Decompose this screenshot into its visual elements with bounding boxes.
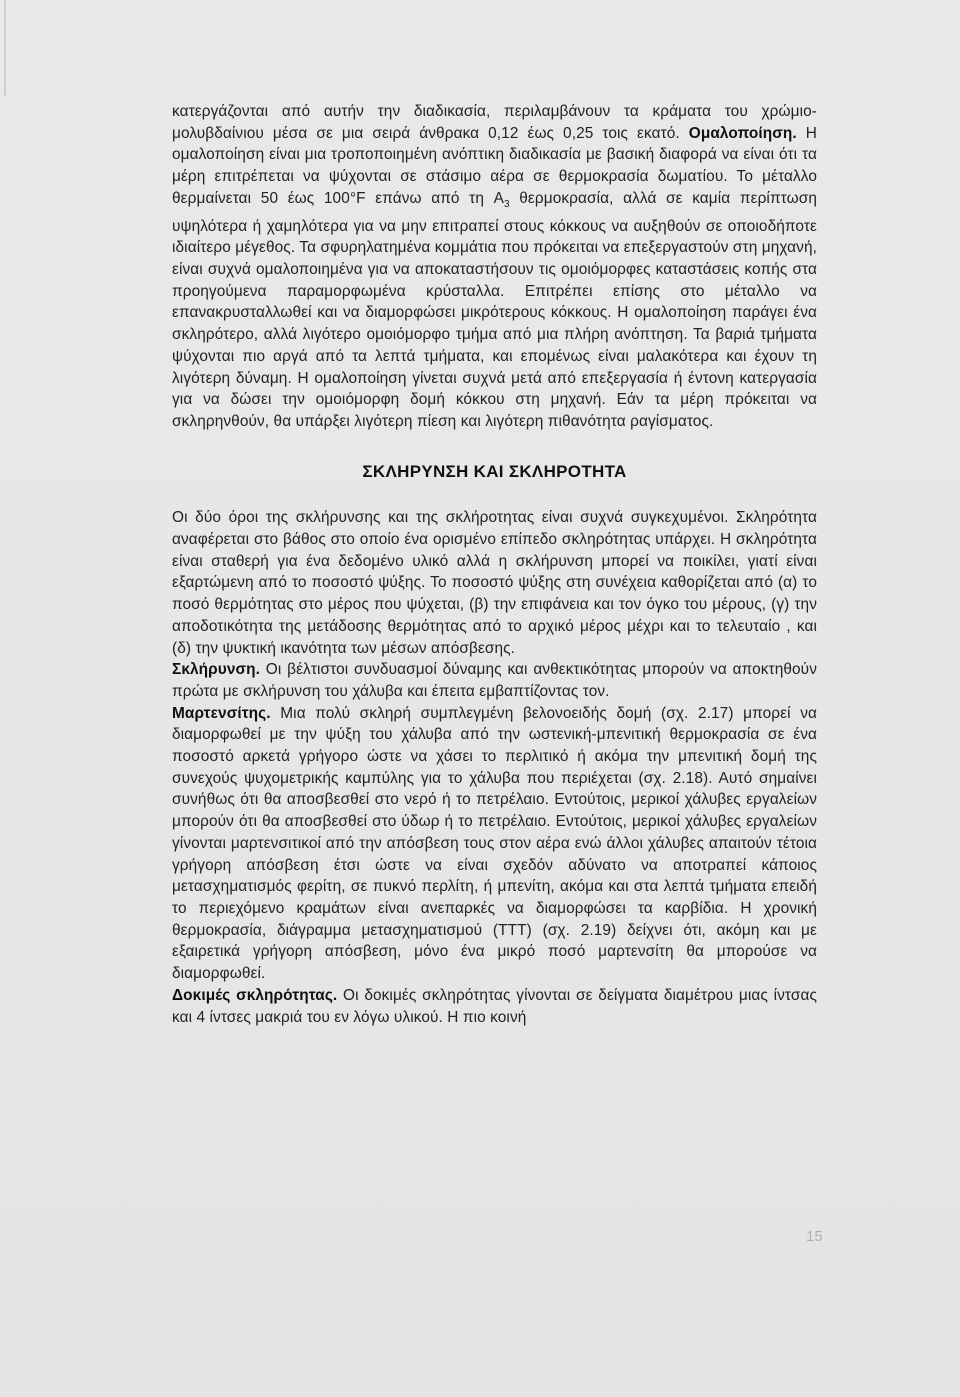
paragraph-text: Οι δοκιμές σκληρότητας γίνονται σε δείγματα διαμέτρου μιας ίντσας και 4 ίντσες μακριά του εν λόγω υλικού. Η πιο κοινή — [172, 986, 817, 1026]
scan-edge-line — [4, 0, 6, 96]
page-number: 15 — [806, 1228, 823, 1245]
term-hardening: Σκλήρυνση. — [172, 661, 261, 679]
paragraph-text: Μια πολύ σκληρή συμπλεγμένη βελονοειδής δομή (σχ. 2.17) μπορεί να διαμορφωθεί με την ψύξη του χάλυβα από την ωστενική-μπενιτική θερμοκρασία σε ένα ποσοστό αρκετά γρήγορο ώστε να χάσει το περλιτικό ή ακόμα την μπενιτική δομή της συνεχούς ψυχομετρικής καμπύλης για το χάλυβα που περιέχεται (σχ. 2.18). Αυτό σημαίνει συνήθως ότι θα αποσβεσθεί στο νερό ή το πετρέλαιο. Εντούτοις, μερικοί χάλυβες εργαλείων μπορούν ότι θα αποσβεσθεί στο ύδωρ ή το πετρέλαιο. Εντούτοις, μερικοί χάλυβες εργαλείων γίνονται μαρτενσιτικοί από την απόσβεση τους στον αέρα ενώ άλλοι χάλυβες απαιτούν τέτοια γρήγορη απόσβεση έτσι ώστε να είναι σχεδόν αδύνατο να αποτραπεί κάποιος μετασχηματισμός φερίτη, σε πυκνό περλίτη, ή μπενίτη, ακόμα και στα λεπτά τμήματα επειδή το περιεχόμενο κραμάτων είναι ανεπαρκές να διαμορφώσει τα καρβίδια. Η χρονική θερμοκρασία, διάγραμμα μετασχηματισμού (ΤΤΤ) (σχ. 2.19) δείχνει ότι, ακόμη και με εξαιρετικά γρήγορη απόσβεση, μόνο ένα μικρό ποσό μαρτενσίτη θα μπορούσε να διαμορφωθεί. — [172, 704, 817, 983]
paragraph-normalizing — [172, 101, 817, 433]
document-body — [172, 101, 817, 1028]
term-normalizing: Ομαλοποίηση. — [688, 124, 797, 142]
paragraph-text: Η ομαλοποίηση είναι μια τροποποιημένη ανόπτικη διαδικασία με βασική διαφορά να είναι ότι τα μέρη επιτρέπεται να ψύχονται σε στάσιμο αέρα σε θερμοκρασία δωματίου. Το μέταλλο θερμαίνεται 50 έως 100°F επάνω από τη A — [172, 124, 817, 207]
paragraph-hardening — [172, 659, 817, 702]
paragraph-text: κατεργάζονται από αυτήν την διαδικασία, περιλαμβάνουν τα κράματα του χρώμιο-μολυβδαίνιου μέσα σε μια σειρά άνθρακα 0,12 έως 0,25 τοις εκατό. — [172, 103, 817, 142]
section-heading: ΣΚΛΗΡΥΝΣΗ ΚΑΙ ΣΚΛΗΡΟΤΗΤΑ — [362, 461, 627, 481]
term-hardness-tests: Δοκιμές σκληρότητας. — [172, 986, 338, 1004]
term-martensite: Μαρτενσίτης. — [172, 704, 271, 722]
paragraph-hardness-tests — [172, 985, 817, 1028]
subscript-3: 3 — [503, 198, 510, 210]
paragraph-hardening-intro: Οι δύο όροι της σκλήρυνσης και της σκλήροτητας είναι συχνά συγκεχυμένοι. Σκληρότητα αναφέρεται στο βάθος στο οποίο ένα ορισμένο επίπεδο σκληρότητας υπάρχει. Η σκληρότητα είναι σταθερή για ένα δεδομένο υλικό αλλά η σκλήρυνση μπορεί να ποικίλει, γιατί είναι εξαρτώμενη από το ποσοστό ψύξης. Το ποσοστό ψύξης στη συνέχεια καθορίζεται από (α) το ποσό θερμότητας στο μέρος που ψύχεται, (β) την επιφάνεια και τον όγκο του μέρους, (γ) την αποδοτικότητα της μετάδοσης θερμότητας από το αρχικό μέρος μέχρι και το τελευταίο , και (δ) την ψυκτική ικανότητα των μέσων απόσβεσης. — [172, 509, 817, 657]
paragraph-text: θερμοκρασία, αλλά σε καμία περίπτωση υψηλότερα ή χαμηλότερα για να μην επιτραπεί στους κόκκους να αυξηθούν σε οποιοδήποτε ιδιαίτερο μέγεθος. Τα σφυρηλατημένα κομμάτια που πρόκειται να επεξεργαστούν στη μηχανή, είναι συχνά ομαλοποιημένα για να αποκαταστήσουν τις ομοιόμορφες καταστάσεις κοπής στα προηγούμενα παραμορφωμένα κρύσταλλα. Επιτρέπει επίσης στο μέταλλο να επανακρυσταλλωθεί και να διαμορφώσει μικρότερους κόκκους. Η ομαλοποίηση παράγει ένα σκληρότερο, αλλά λιγότερο ομοιόμορφο τμήμα από μια πλήρη ανόπτηση. Τα βαριά τμήματα ψύχονται πιο αργά από τα λεπτά τμήματα, και επομένως είναι μαλακότερα και έχουν τη λιγότερη δύναμη. Η ομαλοποίηση γίνεται συχνά μετά από επεξεργασία ή έντονη κατεργασία για να δώσει την ομοιόμορφη δομή κόκκου στη μηχανή. Εάν τα μέρη πρόκειται να σκληρηνθούν, θα υπάρξει λιγότερη πίεση και λιγότερη πιθανότητα ραγίσματος. — [172, 189, 817, 430]
paragraph-text: Οι βέλτιστοι συνδυασμοί δύναμης και ανθεκτικότητας μπορούν να αποκτηθούν πρώτα με σκλήρυνση του χάλυβα και έπειτα εμβαπτίζοντας τον. — [172, 661, 817, 700]
paragraph-martensite — [172, 703, 817, 985]
